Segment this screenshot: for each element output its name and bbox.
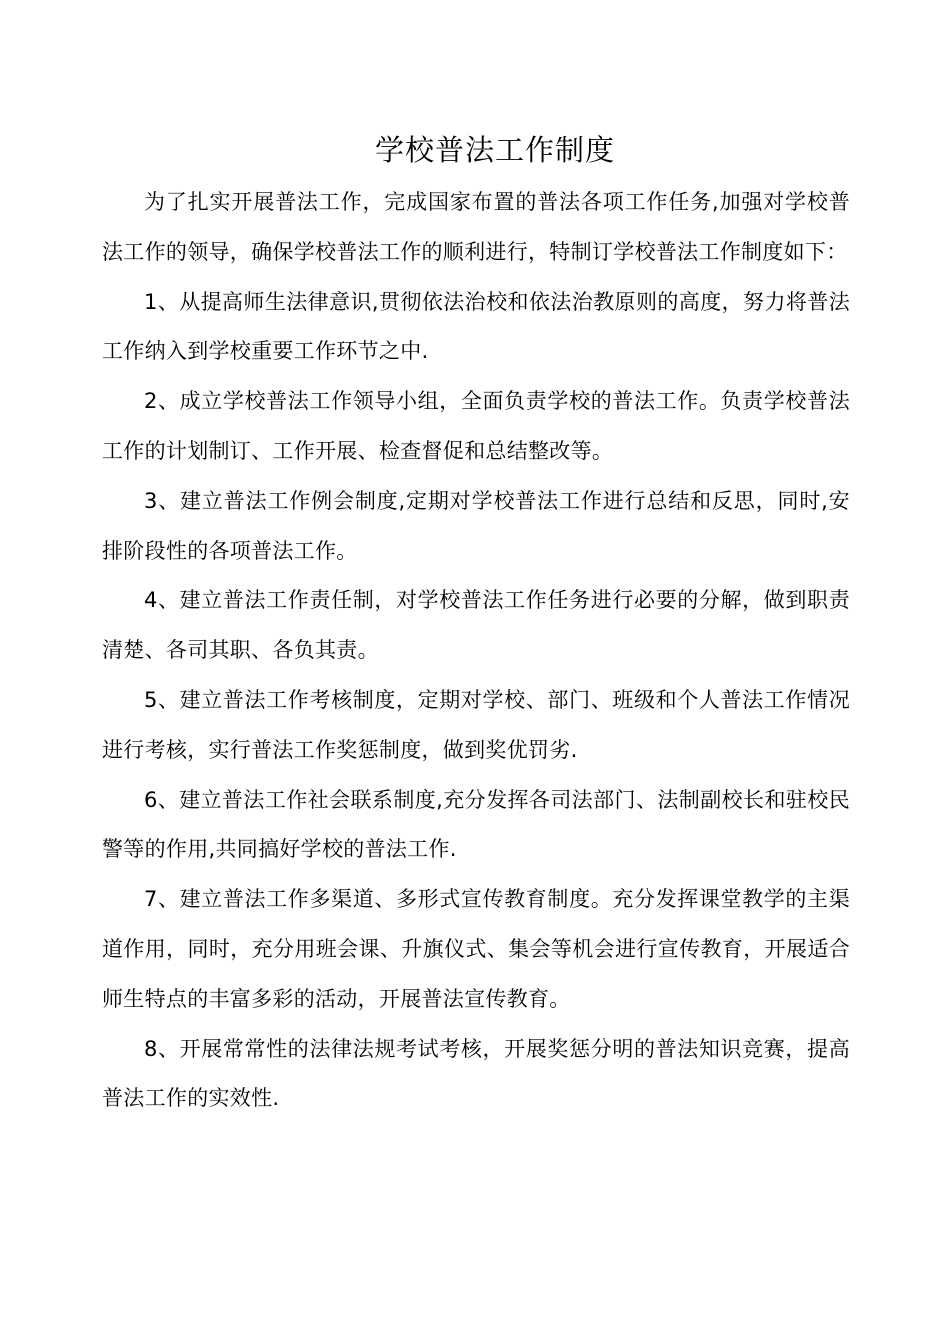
rule-item-5: 5、建立普法工作考核制度，定期对学校、部门、班级和个人普法工作情况进行考核，实行普法工作奖惩制度，做到奖优罚劣.: [102, 687, 850, 762]
document-body: [102, 178, 850, 1124]
intro-paragraph: 为了扎实开展普法工作，完成国家布置的普法各项工作任务,加强对学校普法工作的领导，确保学校普法工作的顺利进行，特制订学校普法工作制度如下：: [102, 190, 850, 264]
document-title: 学校普法工作制度: [374, 133, 615, 167]
rule-item-3: 3、建立普法工作例会制度,定期对学校普法工作进行总结和反思，同时,安排阶段性的各项普法工作。: [102, 488, 850, 563]
rule-item-8: 8、开展常常性的法律法规考试考核，开展奖惩分明的普法知识竞赛，提高普法工作的实效性.: [102, 1036, 850, 1111]
rule-item-1: 1、从提高师生法律意识,贯彻依法治校和依法治教原则的高度，努力将普法工作纳入到学校重要工作环节之中.: [102, 289, 850, 364]
rule-item-2: 2、成立学校普法工作领导小组，全面负责学校的普法工作。负责学校普法工作的计划制订、工作开展、检查督促和总结整改等。: [102, 389, 850, 463]
rule-item-7: 7、建立普法工作多渠道、多形式宣传教育制度。充分发挥课堂教学的主渠道作用，同时，充分用班会课、升旗仪式、集会等机会进行宣传教育，开展适合师生特点的丰富多彩的活动，开展普法宣传教育。: [102, 887, 850, 1011]
rule-item-6: 6、建立普法工作社会联系制度,充分发挥各司法部门、法制副校长和驻校民警等的作用,共同搞好学校的普法工作.: [102, 787, 850, 862]
rule-item-4: 4、建立普法工作责任制，对学校普法工作任务进行必要的分解，做到职责清楚、各司其职、各负其责。: [102, 588, 850, 663]
